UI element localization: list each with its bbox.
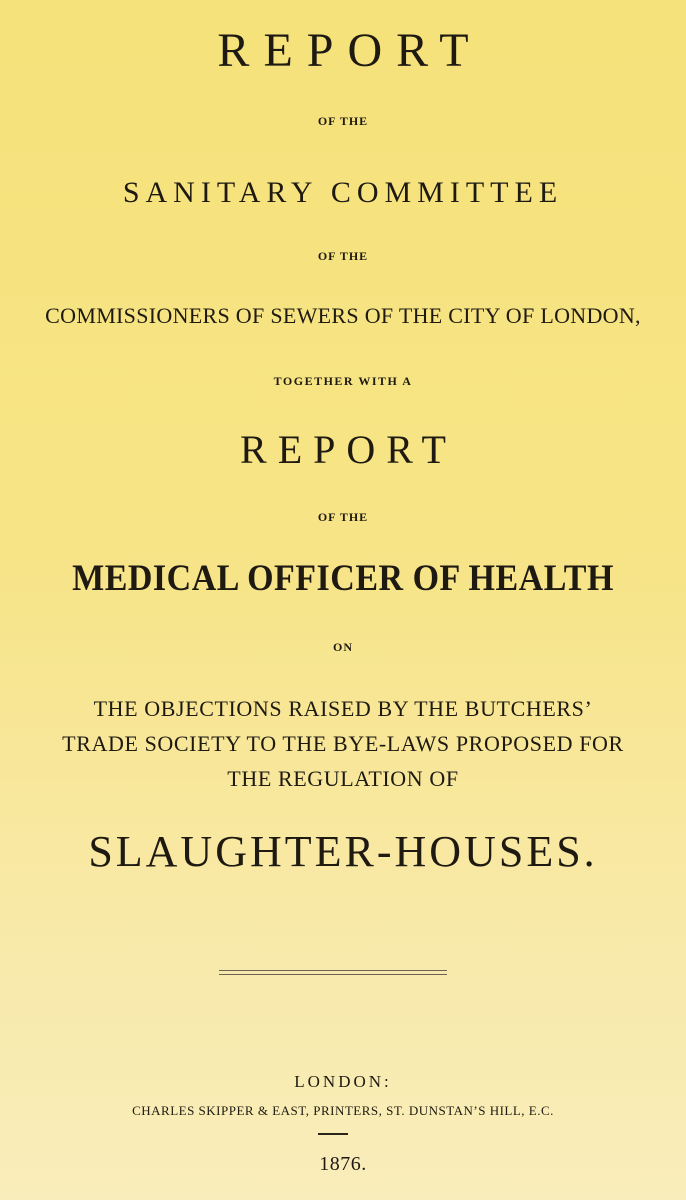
- main-title: REPORT: [217, 24, 483, 77]
- committee-name: SANITARY COMMITTEE: [122, 176, 564, 209]
- of-the-label-2: OF THE: [317, 249, 369, 263]
- subject-main-title: SLAUGHTER-HOUSES.: [88, 827, 598, 876]
- together-with-label: TOGETHER WITH A: [273, 374, 413, 388]
- imprint-printer: CHARLES SKIPPER & EAST, PRINTERS, ST. DUNSTAN’S HILL, E.C.: [132, 1103, 554, 1118]
- double-rule-divider: [219, 970, 447, 975]
- subject-line-2: TRADE SOCIETY TO THE BYE-LAWS PROPOSED FOR: [62, 731, 624, 756]
- subject-line-3: THE REGULATION OF: [227, 766, 459, 791]
- imprint-place: LONDON:: [294, 1072, 392, 1091]
- officer-title: MEDICAL OFFICER OF HEALTH: [72, 558, 614, 599]
- short-rule-divider: [318, 1133, 348, 1135]
- imprint-year: 1876.: [319, 1153, 367, 1175]
- of-the-label-3: OF THE: [317, 510, 369, 524]
- of-the-label-1: OF THE: [317, 114, 369, 128]
- on-label: ON: [333, 640, 353, 654]
- commissioners-line: COMMISSIONERS OF SEWERS OF THE CITY OF LONDON,: [45, 303, 641, 328]
- subject-line-1: THE OBJECTIONS RAISED BY THE BUTCHERS’: [93, 696, 593, 721]
- second-report-title: REPORT: [240, 427, 457, 472]
